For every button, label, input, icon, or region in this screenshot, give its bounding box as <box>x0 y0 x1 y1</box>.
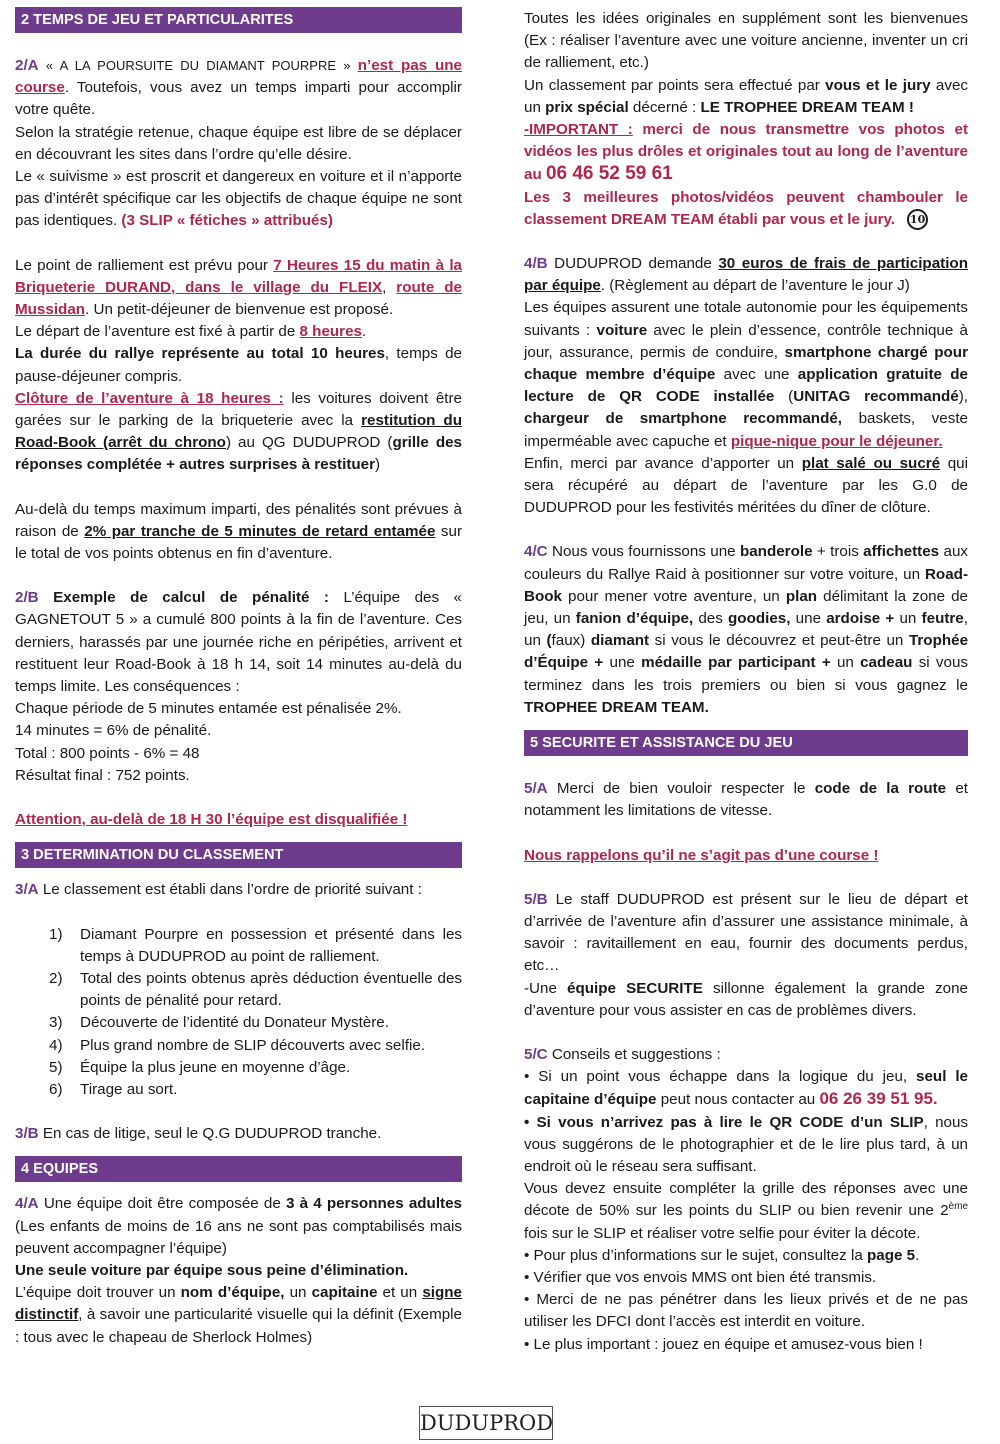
penalty-line-4: Résultat final : 752 points. <box>15 766 190 784</box>
security-team: -Une équipe SECURITE sillonne également la grande zone d’aventure pour vous assister en cas de problèmes divers. <box>524 979 968 1019</box>
section-3a: 3/A Le classement est établi dans l’ordre de priorité suivant : <box>15 881 422 899</box>
one-car-rule: Une seule voiture par équipe sous peine d’élimination. <box>15 1261 409 1279</box>
penalty-line-1: Chaque période de 5 minutes entamée est pénalisée 2%. <box>15 700 402 718</box>
disqualification-warning: Attention, au-delà de 18 H 30 l’équipe est disqualifiée ! <box>15 811 408 829</box>
section-4b: 4/B DUDUPROD demande 30 euros de frais de participation par équipe. (Règlement au départ de l’aventure le jour J) <box>524 255 968 295</box>
list-item: 6) Tirage au sort. <box>49 1080 178 1098</box>
tip-mms: • Vérifier que vos envois MMS ont bien été transmis. <box>524 1268 877 1286</box>
section-3b: 3/B En cas de litige, seul le Q.G DUDUPROD tranche. <box>15 1125 382 1143</box>
tip-more-info: • Pour plus d’informations sur le sujet, consultez la page 5. <box>524 1246 920 1264</box>
list-item: 2) Total des points obtenus après déduction éventuelle des points de pénalité pour retard. <box>49 969 462 1010</box>
section-4-header: 4 EQUIPES <box>15 1156 462 1182</box>
section-2a: 2/A « A LA POURSUITE DU DIAMANT POURPRE » n’est pas une course. Toutefois, vous avez un temps imparti pour accomplir votre quête. <box>15 57 463 119</box>
dish-request: Enfin, merci par avance d’apporter un plat salé ou sucré qui sera récupéré au départ de l’aventure par les G.0 de DUDUPROD pour les festivités méritées du dîner de clôture. <box>524 454 968 517</box>
ranking-jury: Un classement par points sera effectué par vous et le jury avec un prix spécial décerné : LE TROPHEE DREAM TEAM ! <box>524 76 968 116</box>
section-5a: 5/A Merci de bien vouloir respecter le code de la route et notamment les limitations de vitesse. <box>524 780 968 820</box>
page-number-badge: 10 <box>907 209 928 230</box>
section-4a: 4/A Une équipe doit être composée de 3 à 4 personnes adultes (Les enfants de moins de 16 ans ne sont pas comptabilisés mais peuvent accompagner l’équipe) <box>15 1195 462 1257</box>
rally-point: Le point de ralliement est prévu pour 7 Heures 15 du matin à la Briqueterie DURAND, dans le village du FLEIX, route de Mussidan. Un petit-déjeuner de bienvenue est proposé. <box>15 256 462 319</box>
list-item: 1) Diamant Pourpre en possession et présenté dans les temps à DUDUPROD au point de ralliement. <box>49 925 462 965</box>
right-column <box>524 0 968 1356</box>
important-notice: -IMPORTANT : merci de nous transmettre vos photos et vidéos les plus drôles et originales tout au long de l’aventure au 06 46 52 59 61 <box>524 121 968 185</box>
closing: Clôture de l’aventure à 18 heures : les voitures doivent être garées sur le parking de la briqueterie avec la restitution du Road-Book (arrêt du chrono) au QG DUDUPROD (grille des réponses complétée + autres surprises à restituer) <box>15 389 462 474</box>
best-photos: Les 3 meilleures photos/vidéos peuvent chambouler le classement DREAM TEAM établi par vous et le jury. 10 <box>524 187 968 231</box>
original-ideas: Toutes les idées originales en supplément sont les bienvenues (Ex : réaliser l’aventure avec une voiture ancienne, inventer un cri de ralliement, etc.) <box>524 10 968 72</box>
equipment: Les équipes assurent une totale autonomie pour les équipements suivants : voiture avec le plein d’essence, contrôle technique à jour, assurance, permis de conduire, smartphone chargé pour chaque membre d’équipe avec une application gratuite de lecture de QR CODE installée (UNITAG recommandé), chargeur de smartphone recommandé, baskets, veste imperméable avec capuche et pique-nique pour le déjeuner. <box>524 299 969 450</box>
penalty-line-3: Total : 800 points - 6% = 48 <box>15 744 200 762</box>
tip-have-fun: • Le plus important : jouez en équipe et amusez-vous bien ! <box>524 1335 923 1353</box>
list-item: 4) Plus grand nombre de SLIP découverts avec selfie. <box>49 1036 426 1054</box>
tip-qr-code: • Si vous n’arrivez pas à lire le QR CODE d’un SLIP, nous vous suggérons de le photographier et de le lire plus tard, à un endroit où le réseau sera suffisant. <box>524 1113 969 1175</box>
left-column <box>15 0 462 1349</box>
ranking-list <box>15 924 462 1102</box>
section-3-header: 3 DETERMINATION DU CLASSEMENT <box>15 842 462 868</box>
section-5b: 5/B Le staff DUDUPROD est présent sur le lieu de départ et d’arrivée de l’aventure afin d’assurer une assistance minimale, à savoir : ravitaillement en eau, fournir des documents perdus, etc… <box>524 890 968 975</box>
section-2a-suivisme: Le « suivisme » est proscrit et dangereux en voiture et il n’apporte pas d’intérêt spécifique car les objectifs de chaque équipe ne sont pas identiques. (3 SLIP « fétiches » attribués) <box>15 168 462 230</box>
duduprod-logo: DUDUPROD <box>419 1406 553 1440</box>
section-2-header: 2 TEMPS DE JEU ET PARTICULARITES <box>15 7 462 33</box>
team-identity: L’équipe doit trouver un nom d’équipe, un capitaine et un signe distinctif, à savoir une particularité visuelle qui la définit (Exemple : tous avec le chapeau de Sherlock Holmes) <box>15 1284 462 1346</box>
departure: Le départ de l’aventure est fixé à partir de 8 heures. <box>15 323 367 341</box>
section-5-header: 5 SECURITE ET ASSISTANCE DU JEU <box>524 730 968 756</box>
penalties: Au-delà du temps maximum imparti, des pénalités sont prévues à raison de 2% par tranche de 5 minutes de retard entamée sur le total de vos points obtenus en fin d’aventure. <box>15 500 463 563</box>
section-4c: 4/C Nous vous fournissons une banderole + trois affichettes aux couleurs du Rallye Raid à positionner sur votre voiture, un Road-Book pour mener votre aventure, un plan délimitant la zone de jeu, un fanion d’équipe, des goodies, une ardoise + un feutre, un (faux) diamant si vous le découvrez et peut-être un Trophée d’Équipe + une médaille par participant + un cadeau si vous terminez dans les trois premiers ou bien si vous gagnez le TROPHEE DREAM TEAM. <box>524 543 969 716</box>
tip-discount: Vous devez ensuite compléter la grille des réponses avec une décote de 50% sur les points du SLIP ou bien revenir une 2ème fois sur le SLIP et réaliser votre selfie pour éviter la décote. <box>524 1180 968 1242</box>
section-2b: 2/B Exemple de calcul de pénalité : L’équipe des « GAGNETOUT 5 » a cumulé 800 points à la fin de l’aventure. Ces derniers, harassés par une journée riche en péripéties, arrivent et restituent leur Road-Book à 18 h 14, soit 14 minutes au-delà du temps limite. Les conséquences : <box>15 589 462 696</box>
not-a-race-reminder: Nous rappelons qu’il ne s’agit pas d’une course ! <box>524 846 879 864</box>
list-item: 3) Découverte de l’identité du Donateur Mystère. <box>49 1014 389 1032</box>
tip-private-places: • Merci de ne pas pénétrer dans les lieux privés et de ne pas utiliser les DFCI dont l’accès est interdit en voiture. <box>524 1291 968 1331</box>
section-5c: 5/C Conseils et suggestions : <box>524 1045 721 1063</box>
list-item: 5) Équipe la plus jeune en moyenne d’âge. <box>49 1058 351 1076</box>
tip-captain: • Si un point vous échappe dans la logique du jeu, seul le capitaine d’équipe peut nous contacter au 06 26 39 51 95. <box>524 1068 968 1109</box>
section-2a-strategy: Selon la stratégie retenue, chaque équipe est libre de se déplacer en découvrant les sites dans l’ordre qu’elle désire. <box>15 123 462 163</box>
duration: La durée du rallye représente au total 10 heures, temps de pause-déjeuner compris. <box>15 345 462 385</box>
penalty-line-2: 14 minutes = 6% de pénalité. <box>15 722 212 740</box>
